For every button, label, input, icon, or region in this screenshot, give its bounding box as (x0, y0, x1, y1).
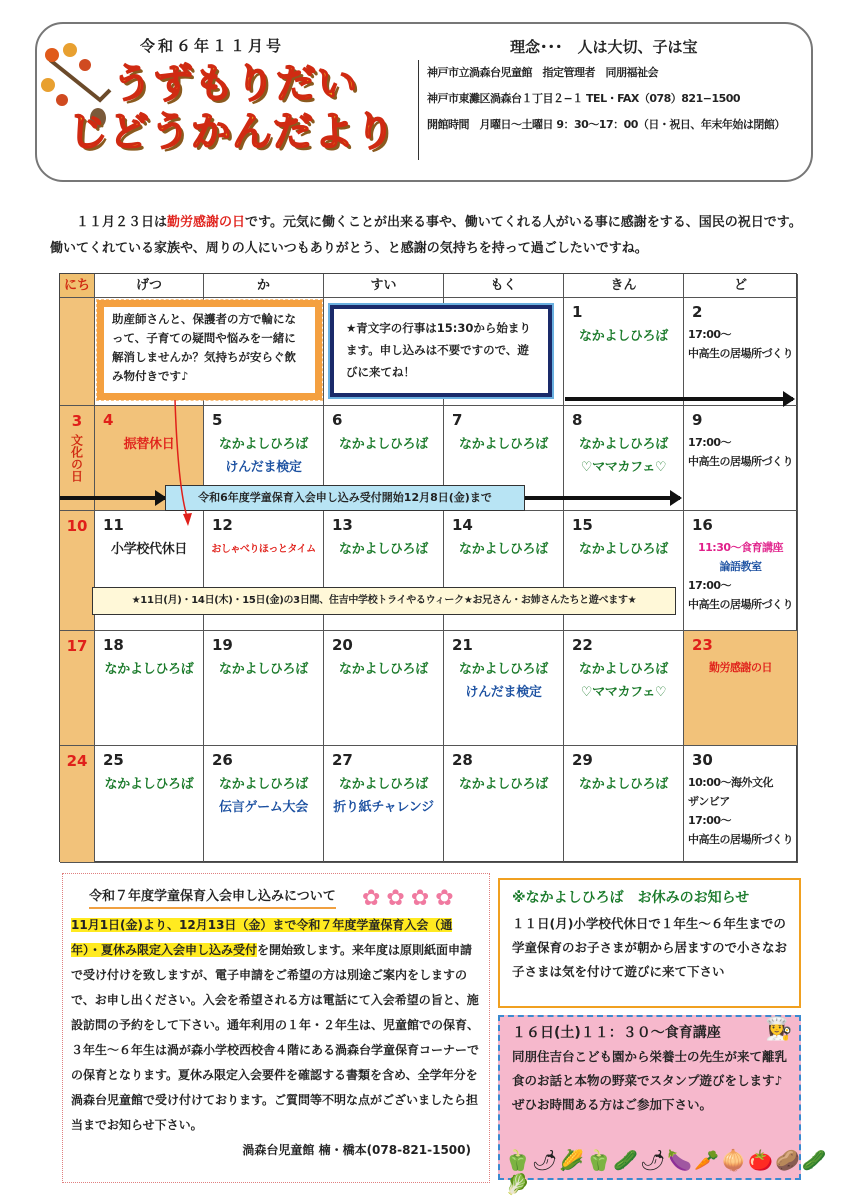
day-event: なかよしひろば (219, 662, 308, 677)
day-number: 20 (332, 636, 353, 654)
day-number: 13 (332, 516, 353, 534)
day-event: なかよしひろば (459, 662, 548, 677)
day-number: 11 (103, 516, 124, 534)
day-event: 17:00〜 (688, 814, 732, 827)
intro-post: です。元気に働くことが出来る事や、働いてくれる人がいる事に感謝をする、国民の祝日です。働いてくれている家族や、周りの人にいつもありがとう、と感謝の気持ちを持って過ごしたいですね。 (50, 215, 802, 256)
day-event: けんだま検定 (225, 460, 302, 475)
calendar-day (684, 298, 798, 406)
closure-notice (498, 878, 801, 1008)
calendar-day (684, 406, 798, 511)
day-event: ♡ママカフェ♡ (580, 460, 667, 475)
calendar-day (60, 511, 95, 631)
day-number: 18 (103, 636, 124, 654)
weekday-header: もく (444, 274, 564, 298)
weekday-header: ど (684, 274, 798, 298)
calendar-day (95, 746, 204, 863)
day-event: 10:00〜海外文化 (688, 776, 774, 789)
day-number: 6 (332, 411, 343, 429)
day-number: 23 (692, 636, 713, 654)
calendar-day (95, 631, 204, 746)
day-number: 4 (103, 411, 114, 429)
issue-label: 令和６年１１月号 (140, 37, 285, 55)
facility-info (418, 60, 808, 160)
day-number: 30 (692, 751, 713, 769)
vegetables-icon: 🫑🌶🌽🫑🥒🌶🍆🥕🧅🍅🥔🥒🥬 (505, 1148, 829, 1196)
chef-icon: 👩‍🍳 (765, 1017, 793, 1042)
day-number: 22 (572, 636, 593, 654)
tryyaru-week-banner: ★11日(月)・14日(木)・15日(金)の3日間、住吉中学校トライやるウィーク★お兄さん・お姉さんたちと遊べます★ (92, 587, 676, 615)
weekday-header: か (204, 274, 324, 298)
closure-body: １１日(月)小学校代休日で１年生〜６年生までの学童保育のお子さまが朝から居ますので小さなお子さまは気を付けて遊びに来て下さい (512, 916, 788, 979)
day-number: 14 (452, 516, 473, 534)
day-event: なかよしひろば (219, 437, 308, 452)
hours-line: 開館時間 月曜日〜土曜日 9：30〜17：00（日・祝日、年末年始は閉館） (427, 118, 785, 131)
day-number: 21 (452, 636, 473, 654)
weekday-header: すい (324, 274, 444, 298)
calendar-day (564, 631, 684, 746)
day-number: 5 (212, 411, 223, 429)
day-event: 中高生の居場所づくり (688, 833, 793, 846)
motto: 理念･･･ 人は大切、子は宝 (510, 38, 698, 56)
weekday-header: げつ (95, 274, 204, 298)
day-number: 16 (692, 516, 713, 534)
day-event: 17:00〜 (688, 328, 732, 341)
day-event: 論語教室 (719, 560, 762, 573)
day-number: 12 (212, 516, 233, 534)
talk-event-box: 助産師さんと、保護者の方で輪になって、子育ての疑問や悩みを一緒に解消しませんか？気持ちが安らぐ飲み物付きです♪ (97, 300, 322, 400)
intro-pre: １１月２３日は (76, 215, 168, 230)
weekday-header: きん (564, 274, 684, 298)
day-number: 28 (452, 751, 473, 769)
pointer-arrow-icon (170, 400, 200, 530)
day-number: 9 (692, 411, 703, 429)
day-number: 7 (452, 411, 463, 429)
calendar-day (444, 631, 564, 746)
calendar-day (324, 746, 444, 863)
day-event: なかよしひろば (104, 662, 194, 677)
day-event: なかよしひろば (339, 662, 428, 677)
day-event: 17:00〜 (688, 436, 732, 449)
calendar-day (204, 631, 324, 746)
calendar-day (60, 298, 95, 406)
newsletter-title-line1: うずもりだい (112, 61, 358, 107)
day-number: 2 (692, 303, 703, 321)
day-event: 中高生の居場所づくり (688, 455, 793, 468)
day-number: 26 (212, 751, 233, 769)
weekday-header: にち (60, 274, 95, 298)
arrow-week2b (525, 496, 680, 500)
day-event: 伝言ゲーム大会 (219, 800, 308, 815)
day-event: けんだま検定 (465, 685, 542, 700)
day-number: 8 (572, 411, 583, 429)
day-event: なかよしひろば (459, 777, 548, 792)
calendar-day (324, 631, 444, 746)
day-number: 3 (71, 412, 83, 430)
food-body: 同朋住吉台こども園から栄養士の先生が来て離乳食のお話と本物の野菜でスタンプ遊びをします♪ぜひお時間ある方はご参加下さい。 (512, 1049, 788, 1112)
operator-line: 神戸市立渦森台児童館 指定管理者 同朋福祉会 (427, 66, 658, 79)
day-event: なかよしひろば (579, 777, 668, 792)
calendar-day (60, 746, 95, 863)
address-line: 神戸市東灘区渦森台１丁目２−１ TEL・FAX（078）821−1500 (427, 92, 741, 105)
day-event: なかよしひろば (104, 777, 194, 792)
calendar-day (684, 631, 798, 746)
day-event: おしゃべりほっとタイム (211, 544, 316, 555)
day-event: 折り紙チャレンジ (333, 800, 434, 815)
day-number: 27 (332, 751, 353, 769)
enrollment-contact: 渦森台児童館 楠・橋本(078-821-1500) (242, 1143, 471, 1157)
arrow-week1 (565, 397, 793, 401)
day-event: なかよしひろば (219, 777, 308, 792)
day-number: 29 (572, 751, 593, 769)
day-event: なかよしひろば (579, 542, 668, 557)
calendar-day (60, 631, 95, 746)
day-event: 中高生の居場所づくり (688, 347, 793, 360)
day-number: 19 (212, 636, 233, 654)
day-event: なかよしひろば (459, 437, 548, 452)
day-event: ザンビア (688, 795, 730, 808)
day-event: 振替休日 (123, 437, 175, 452)
day-event: 中高生の居場所づくり (688, 598, 793, 611)
intro-paragraph (50, 210, 810, 262)
day-event: 17:00〜 (688, 579, 732, 592)
day-event: なかよしひろば (579, 329, 668, 344)
arrow-week2a (60, 496, 165, 500)
day-event: ♡ママカフェ♡ (580, 685, 667, 700)
calendar-day (564, 746, 684, 863)
newsletter-title-line2: じどうかんだより (68, 109, 396, 155)
food-title: １６日(土)１１：３０〜食育講座 (512, 1025, 721, 1041)
day-event: 勤労感謝の日 (709, 661, 772, 674)
day-event: なかよしひろば (459, 542, 548, 557)
enrollment-highlight: 11月1日(金)より、12月13日（金）まで令和７年度学童保育入会（通年）・夏休み限定入会申し込み受付 (71, 918, 453, 957)
day-number: 10 (66, 517, 88, 535)
day-event: なかよしひろば (579, 662, 668, 677)
day-event: なかよしひろば (339, 437, 428, 452)
day-event: なかよしひろば (579, 437, 668, 452)
intro-highlight: 勤労感謝の日 (167, 215, 246, 230)
holiday-name: 文化の日 (69, 434, 84, 482)
day-event: 11:30〜食育講座 (697, 541, 783, 554)
calendar-day (204, 746, 324, 863)
enrollment-body: を開始致します。来年度は原則紙面申請で受け付けを致しますが、電子申請をご希望の方は別途ご案内をしますので、お申し出ください。入会を希望される方は電話にて入会希望の旨と、施設訪問の予約をして下さい。通年利用の１年・２年生は、児童館での保育、３年生〜６年生は渦が森小学校西校舎４階にある渦森台学童保育コーナーでの保育となります。夏休み限定入会要件を確認する書類を含め、全学年分を渦森台児童館で受け付けております。ご質問等不明な点がございましたら担当までお知らせ下さい。 (71, 943, 480, 1132)
blue-events-note: ★青文字の行事は15:30から始まります。申し込みは不要ですので、遊びに来てね！ (330, 305, 552, 397)
day-number: 24 (66, 752, 88, 770)
day-number: 17 (66, 637, 88, 655)
calendar-day (684, 746, 798, 863)
enrollment-title: 令和７年度学童保育入会申し込みについて (89, 887, 336, 909)
calendar-day (564, 298, 684, 406)
day-event: なかよしひろば (339, 542, 428, 557)
calendar-day (684, 511, 798, 631)
day-number: 1 (572, 303, 583, 321)
day-event: 小学校代休日 (110, 542, 188, 557)
day-number: 25 (103, 751, 124, 769)
flower-icons: ✿✿✿✿ (362, 886, 460, 911)
enrollment-notice (62, 873, 490, 1183)
closure-title: ※なかよしひろば お休みのお知らせ (512, 890, 750, 906)
day-event: なかよしひろば (339, 777, 428, 792)
day-number: 15 (572, 516, 593, 534)
enroll-period-banner: 令和6年度学童保育入会申し込み受付開始12月8日(金)まで (165, 485, 525, 511)
calendar-day (444, 746, 564, 863)
